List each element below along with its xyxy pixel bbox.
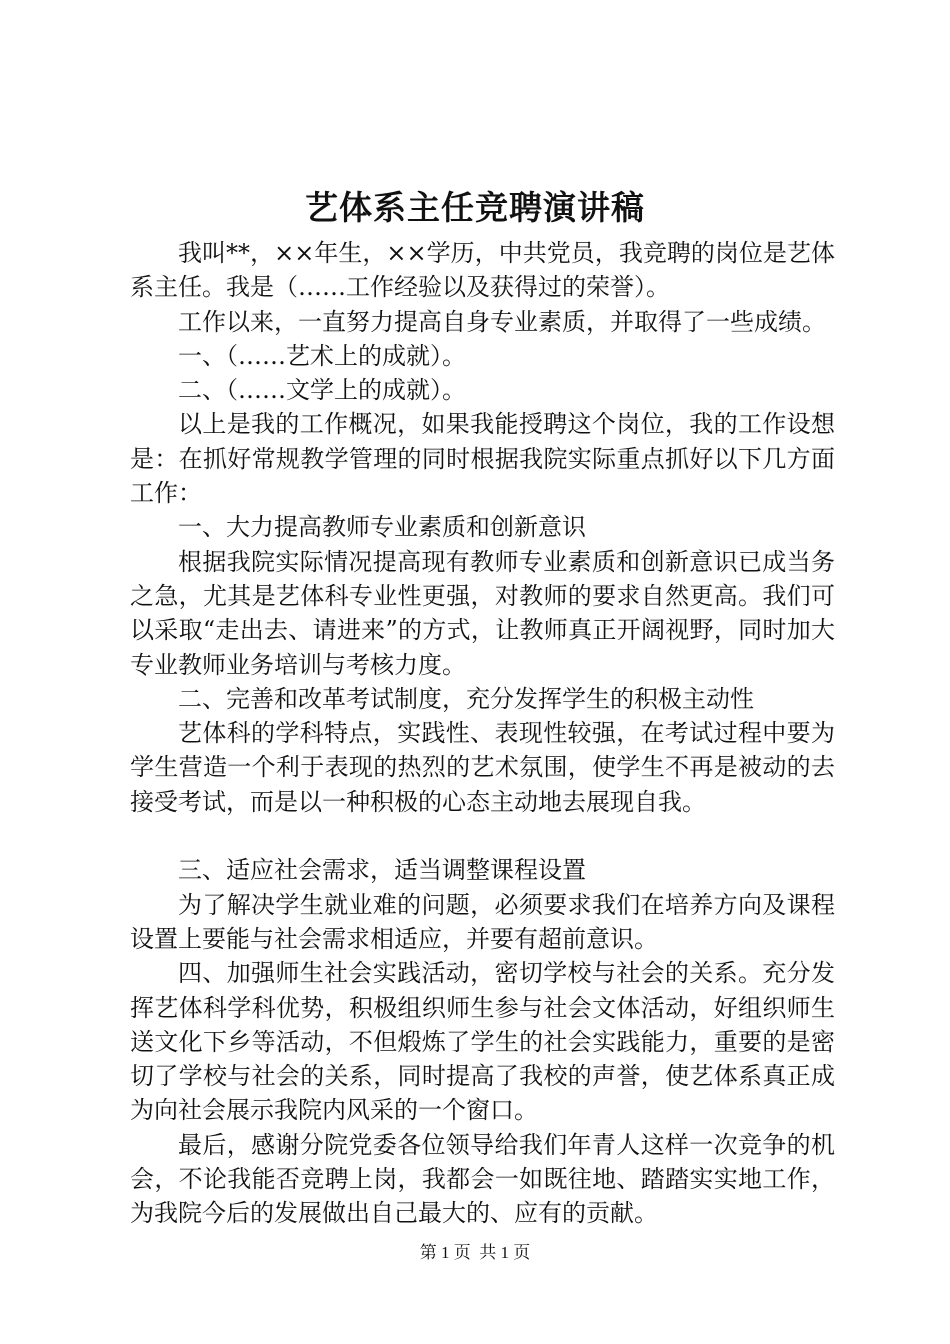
- section-body-3: 为了解决学生就业难的问题，必须要求我们在培养方向及课程设置上要能与社会需求相适应，并要有超前意识。: [130, 890, 835, 953]
- section-heading-3: 三、适应社会需求，适当调整课程设置: [178, 856, 586, 885]
- section-heading-2: 二、完善和改革考试制度，充分发挥学生的积极主动性: [178, 684, 754, 713]
- paragraph-achievement-art: 一、（……艺术上的成就）。: [178, 341, 466, 370]
- section-body-2: 艺体科的学科特点，实践性、表现性较强，在考试过程中要为学生营造一个利于表现的热烈的艺术氛围，使学生不再是被动的去接受考试，而是以一种积极的心态主动地去展现自我。: [130, 719, 835, 816]
- paragraph-achievement-literature: 二、（……文学上的成就）。: [178, 376, 466, 405]
- paragraph-closing: 最后，感谢分院党委各位领导给我们年青人这样一次竞争的机会，不论我能否竞聘上岗，我都会一如既往地、踏踏实实地工作，为我院今后的发展做出自己最大的、应有的贡献。: [130, 1130, 835, 1228]
- paragraph-intro: 我叫**，××年生，××学历，中共党员，我竞聘的岗位是艺体系主任。我是（……工作经验以及获得过的荣誉）。: [130, 239, 835, 302]
- paragraph-work-summary: 工作以来，一直努力提高自身专业素质，并取得了一些成绩。: [178, 307, 826, 336]
- paragraph-plan-intro: 以上是我的工作概况，如果我能授聘这个岗位，我的工作设想是：在抓好常规教学管理的同时根据我院实际重点抓好以下几方面工作：: [130, 410, 835, 508]
- document-body: [130, 236, 835, 1231]
- blank-line: [130, 819, 835, 853]
- section-body-1: 根据我院实际情况提高现有教师专业素质和创新意识已成当务之急，尤其是艺体科专业性更强，对教师的要求自然更高。我们可以采取“走出去、请进来”的方式，让教师真正开阔视野，同时加大专业教师业务培训与考核力度。: [130, 547, 835, 679]
- document-title: 艺体系主任竞聘演讲稿: [305, 188, 645, 227]
- section-heading-1: 一、大力提高教师专业素质和创新意识: [178, 513, 586, 542]
- page-footer: [0, 1241, 950, 1265]
- section-4: 四、加强师生社会实践活动，密切学校与社会的关系。充分发挥艺体科学科优势，积极组织师生参与社会文体活动，好组织师生送文化下乡等活动，不但煅炼了学生的社会实践能力，重要的是密切了学校与社会的关系，同时提高了我校的声誉，使艺体系真正成为向社会展示我院内风采的一个窗口。: [130, 959, 835, 1125]
- page-number-label: 第 1 页 共 1 页: [419, 1243, 531, 1262]
